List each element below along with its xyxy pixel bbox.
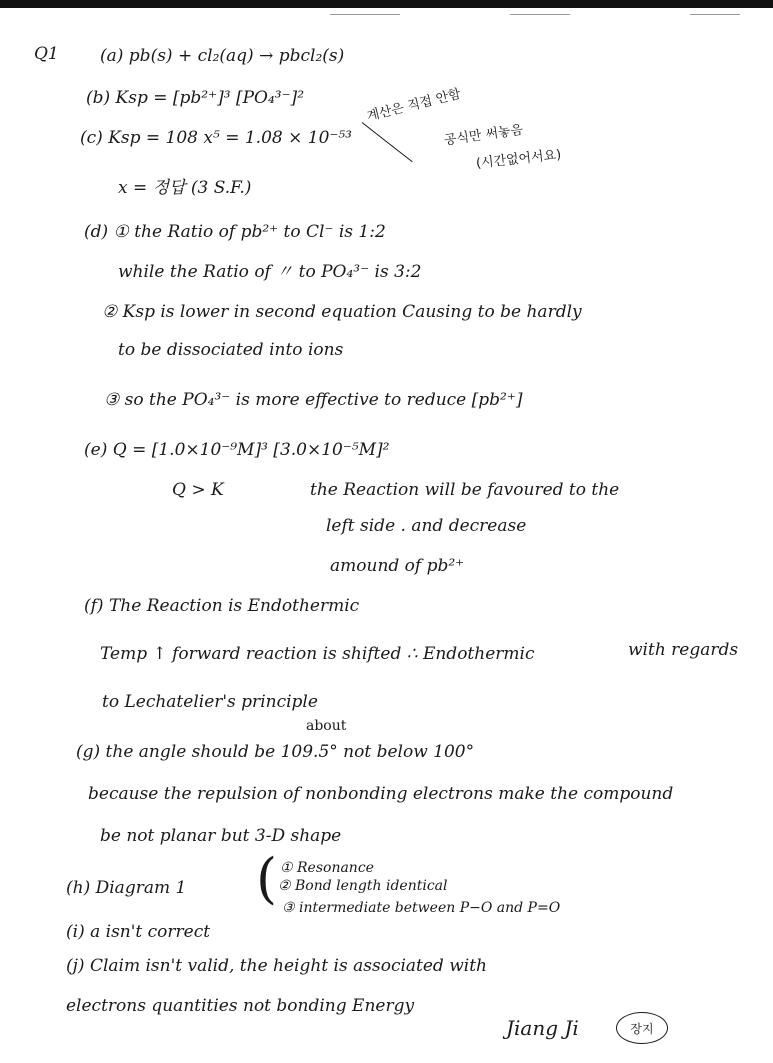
answer-e-5: amound of pb²⁺ (330, 556, 465, 576)
scan-mark (330, 14, 400, 15)
answer-e-2: Q > K (172, 480, 224, 500)
answer-j-2: electrons quantities not bonding Energy (66, 996, 415, 1016)
answer-j-1: (j) Claim isn't valid, the height is associated with (66, 956, 487, 976)
answer-e-1: (e) Q = [1.0×10⁻⁹M]³ [3.0×10⁻⁵M]² (84, 440, 390, 460)
annotation-note: 계산은 직접 안함 (365, 86, 463, 125)
answer-i: (i) a isn't correct (66, 922, 211, 942)
answer-h-3: ③ intermediate between P−O and P=O (282, 900, 561, 916)
answer-c: (c) Ksp = 108 x⁵ = 1.08 × 10⁻⁵³ (80, 128, 352, 148)
answer-e-4: left side . and decrease (326, 516, 527, 536)
answer-d-2: while the Ratio of 〃 to PO₄³⁻ is 3:2 (118, 262, 422, 282)
answer-e-3: the Reaction will be favoured to the (310, 480, 620, 500)
answer-d-3: ② Ksp is lower in second equation Causing to be hardly (102, 302, 582, 322)
answer-h-1: ① Resonance (280, 860, 374, 876)
answer-d-4: to be dissociated into ions (118, 340, 344, 360)
name-stamp (616, 1012, 668, 1044)
answer-f-3: to Lechatelier's principle (102, 692, 318, 712)
scan-top-edge (0, 0, 773, 8)
answer-g-2: because the repulsion of nonbonding electrons make the compound (88, 784, 674, 804)
question-number: Q1 (34, 44, 59, 64)
scan-mark (510, 14, 570, 15)
stamp-text: 장지 (630, 1021, 654, 1036)
annotation-note: (시간없어서요) (475, 147, 562, 172)
answer-c-result: x = 정답 (3 S.F.) (118, 178, 252, 198)
annotation-slash (362, 122, 413, 162)
signature: Jiang Ji (506, 1016, 579, 1040)
answer-f-1: (f) The Reaction is Endothermic (84, 596, 360, 616)
answer-d-5: ③ so the PO₄³⁻ is more effective to reduce [pb²⁺] (104, 390, 523, 410)
answer-f-2: Temp ↑ forward reaction is shifted ∴ Endothermic (100, 644, 535, 664)
answer-b: (b) Ksp = [pb²⁺]³ [PO₄³⁻]² (86, 88, 305, 108)
answer-d-1: (d) ① the Ratio of pb²⁺ to Cl⁻ is 1:2 (84, 222, 386, 242)
answer-g-1: (g) the angle should be 109.5° not below 100° (76, 742, 475, 762)
scan-mark (690, 14, 740, 15)
brace: ( (256, 847, 278, 910)
insertion-note: about (306, 718, 347, 734)
answer-h-label: (h) Diagram 1 (66, 878, 187, 898)
answer-a: (a) pb(s) + cl₂(aq) → pbcl₂(s) (100, 46, 345, 66)
answer-h-2: ② Bond length identical (278, 878, 448, 894)
answer-g-3: be not planar but 3-D shape (100, 826, 342, 846)
annotation-note: 공식만 써놓음 (443, 122, 525, 149)
answer-f-2b: with regards (628, 640, 739, 660)
